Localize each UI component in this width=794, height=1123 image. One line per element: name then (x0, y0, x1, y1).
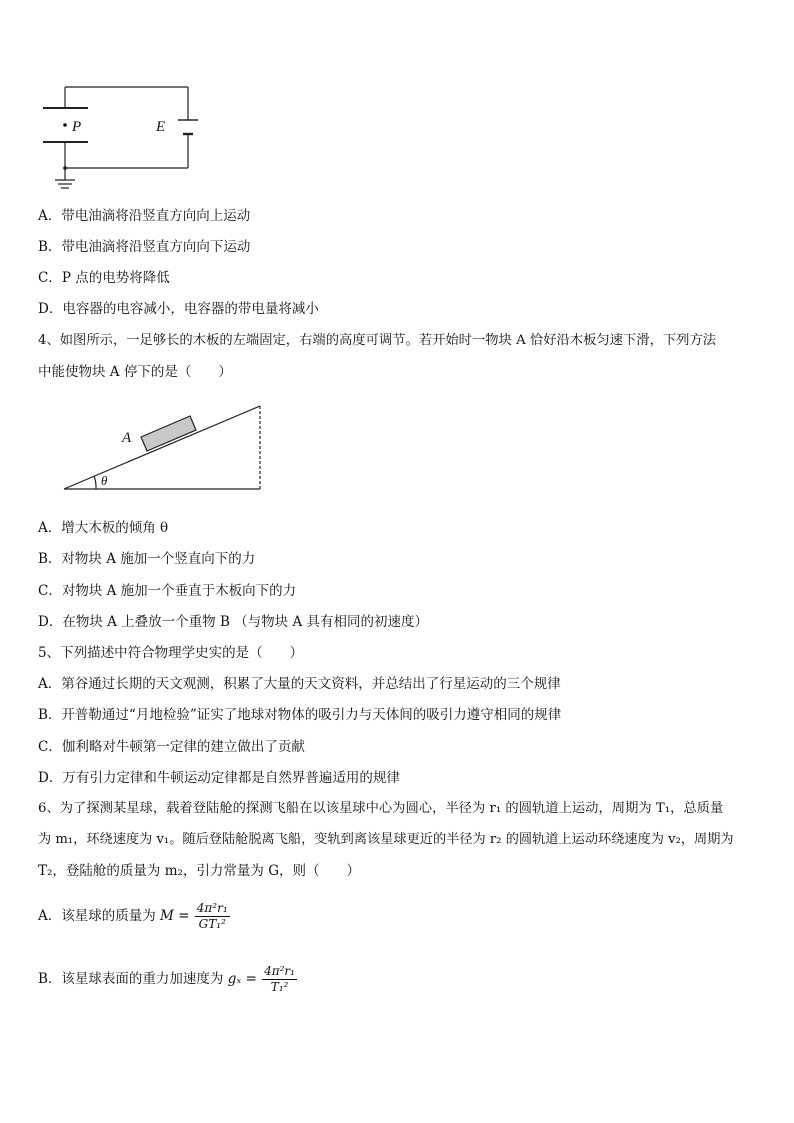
q6-option-a-formula (195, 901, 230, 932)
battery-e-label: E (156, 119, 166, 135)
q6-option-b-lhs: gₓ = (227, 971, 257, 987)
q5-option-a: A．第谷通过长期的天文观测，积累了大量的天文资料，并总结出了行星运动的三个规律 (38, 676, 561, 692)
q5-option-c: C．伽利略对牛顿第一定律的建立做出了贡献 (38, 739, 305, 755)
q6-option-a-denominator: GT₁² (198, 917, 226, 931)
q6-stem-line2: 为 m₁，环绕速度为 v₁。随后登陆舱脱离飞船，变轨到离该星球更近的半径为 r₂ 的圆轨道上运动环绕速度为 v₂，周期为 (38, 832, 734, 847)
q4-option-c: C．对物块 A 施加一个垂直于木板向下的力 (38, 583, 297, 599)
block-a (141, 416, 196, 451)
q6-stem-line1: 6、为了探测某星球，载着登陆舱的探测飞船在以该星球中心为圆心，半径为 r₁ 的圆轨道上运动，周期为 T₁，总质量 (38, 801, 724, 816)
q3-option-a: A．带电油滴将沿竖直方向向上运动 (38, 208, 251, 224)
q4-stem-line1: 4、如图所示，一足够长的木板的左端固定，右端的高度可调节。若开始时一物块 A 恰好沿木板匀速下滑，下列方法 (38, 333, 717, 348)
q5-option-b: B．开普勒通过“月地检验”证实了地球对物体的吸引力与天体间的吸引力遵守相同的规律 (38, 707, 562, 723)
q6-option-a-text: A．该星球的质量为 (38, 908, 156, 924)
q6-option-b-formula (262, 964, 297, 995)
point-p-label: P (72, 119, 82, 135)
q6-option-b-text: B．该星球表面的重力加速度为 (38, 971, 224, 987)
q3-option-c: C．P 点的电势将降低 (38, 270, 170, 286)
q4-stem-line2: 中能使物块 A 停下的是（ ） (38, 364, 232, 380)
block-a-label: A (122, 430, 132, 446)
q5-stem: 5、下列描述中符合物理学史实的是（ ） (38, 645, 304, 661)
q6-option-a-lhs: M = (160, 908, 190, 924)
q6-stem-line3: T₂，登陆舱的质量为 m₂，引力常量为 G，则（ ） (38, 863, 360, 879)
q6-option-a (38, 896, 230, 936)
q6-option-b-numerator: 4π²r₁ (264, 964, 295, 978)
q3-option-d: D．电容器的电容减小，电容器的带电量将减小 (38, 301, 319, 317)
incline-diagram (60, 400, 270, 495)
q6-option-a-numerator: 4π²r₁ (196, 901, 228, 915)
q6-option-b (38, 959, 297, 999)
q4-option-d: D．在物块 A 上叠放一个重物 B （与物块 A 具有相同的初速度） (38, 614, 428, 630)
q6-option-b-denominator: T₁² (270, 980, 289, 994)
q4-option-b: B．对物块 A 施加一个竖直向下的力 (38, 551, 256, 567)
capacitor-circuit-diagram (38, 80, 208, 195)
q5-option-d: D．万有引力定律和牛顿运动定律都是自然界普遍适用的规律 (38, 770, 400, 786)
q3-option-b: B．带电油滴将沿竖直方向向下运动 (38, 239, 251, 255)
angle-theta-label: θ (101, 473, 108, 488)
q4-option-a: A．增大木板的倾角 θ (38, 520, 169, 536)
